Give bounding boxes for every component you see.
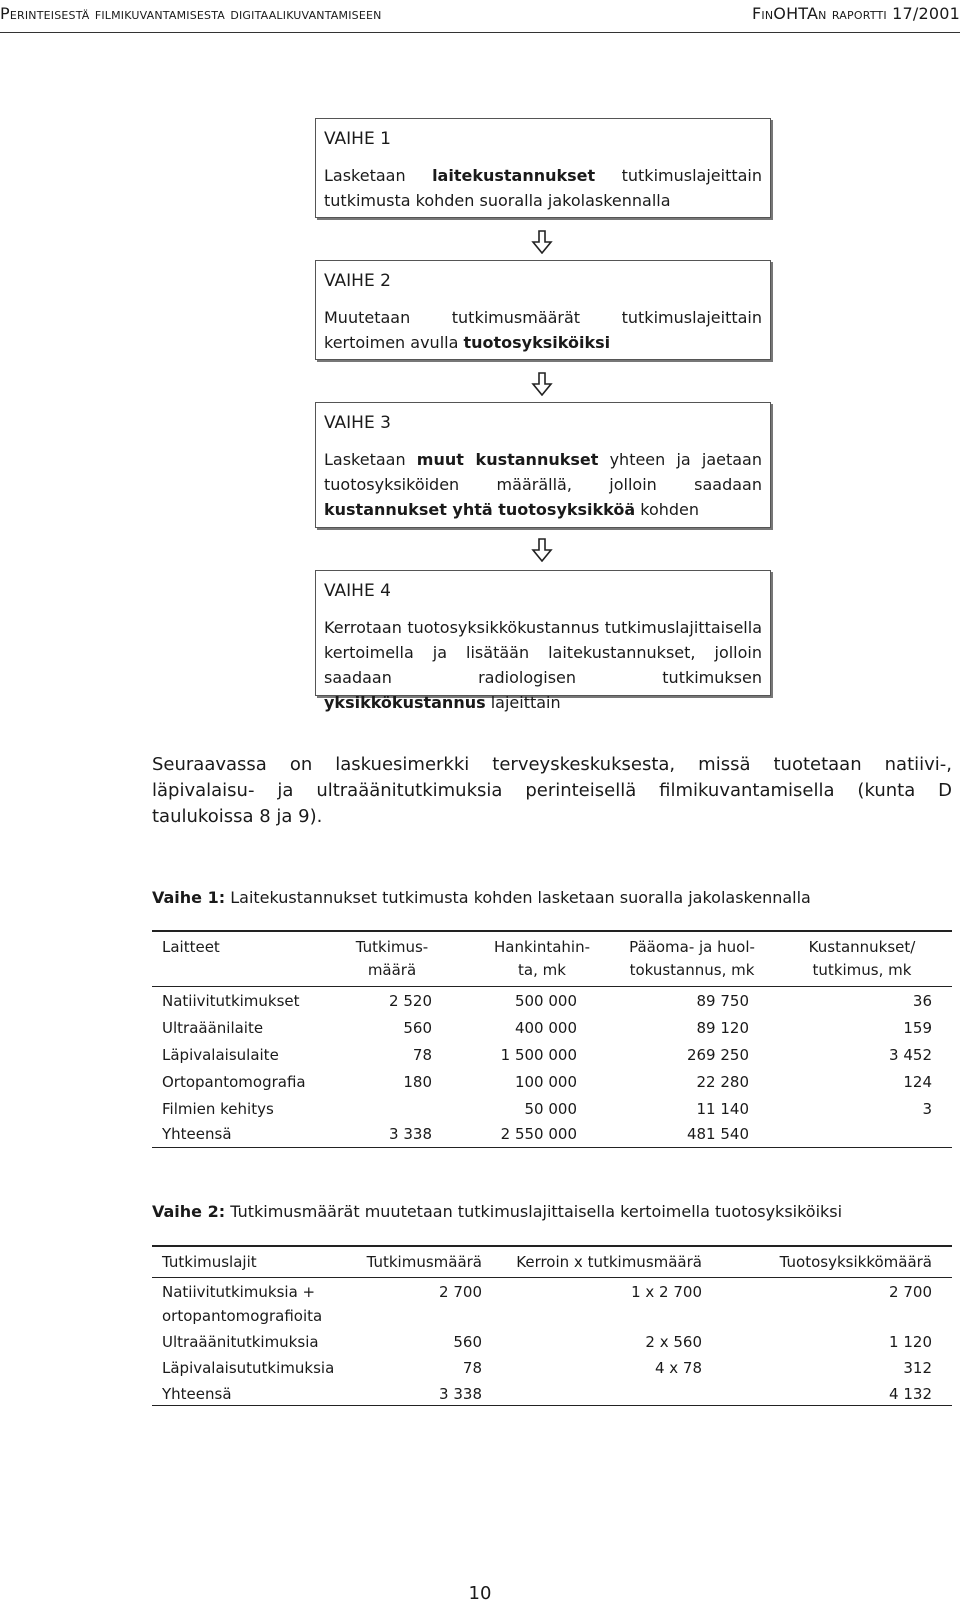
step-text (324, 305, 762, 355)
step-text-run: yhteen ja jaetaan tuotosyksiköiden määrällä, jolloin saadaan (324, 450, 763, 494)
row-label: Natiivitutkimukset (162, 992, 300, 1010)
page-number: 10 (468, 1583, 492, 1604)
step-label: VAIHE 3 (324, 413, 391, 433)
step-label: VAIHE 2 (324, 271, 391, 291)
row-value: 78 (412, 1046, 432, 1064)
table-top-rule (152, 930, 952, 932)
step-text (324, 615, 762, 715)
row-value: 560 (453, 1333, 482, 1351)
header-cell: Tutkimusmäärä (366, 1253, 482, 1271)
row-value: 89 120 (696, 1019, 749, 1037)
row-value: 100 000 (514, 1073, 577, 1091)
caption-bold: Vaihe 2: (152, 1202, 226, 1221)
step-text (324, 163, 762, 213)
header-cell: määrä (367, 961, 417, 979)
flow-box-step-1 (315, 118, 771, 218)
arrow-down-icon (531, 538, 553, 562)
flow-box-step-2 (315, 260, 771, 360)
step-text-bold: laitekustannukset (432, 166, 596, 185)
row-value: 36 (912, 992, 932, 1010)
header-cell: Kustannukset/ (808, 938, 916, 956)
row-value: 2 x 560 (645, 1333, 702, 1351)
step-text-bold: yksikkökustannus (324, 693, 486, 712)
header-cell: Tutkimus- (355, 938, 429, 956)
header-cell: tutkimus, mk (812, 961, 912, 979)
table-header-rule (152, 986, 952, 987)
row-value: 400 000 (514, 1019, 577, 1037)
row-value: 78 (462, 1359, 482, 1377)
row-value: 1 x 2 700 (631, 1283, 702, 1301)
header-report-id: FinOHTAn raportti 17/2001 (752, 4, 960, 23)
row-value: 4 x 78 (654, 1359, 702, 1377)
row-label: Läpivalaisulaite (162, 1046, 279, 1064)
table-top-rule (152, 1245, 952, 1247)
step-text (324, 447, 762, 522)
body-paragraph: Seuraavassa on laskuesimerkki terveyskeskuksesta, missä tuotetaan natiivi-, läpivalaisu- ja ultraäänitutkimuksia perinteisellä filmikuvantamisella (kunta D taulukoissa 8 ja 9). (152, 754, 952, 827)
row-value: 2 550 000 (500, 1125, 577, 1143)
row-label: Filmien kehitys (162, 1100, 274, 1118)
table1-caption (152, 888, 811, 907)
row-label: Yhteensä (162, 1385, 232, 1403)
row-label: Yhteensä (162, 1125, 232, 1143)
caption-text: Laitekustannukset tutkimusta kohden lasketaan suoralla jakolaskennalla (225, 888, 811, 907)
row-value: 1 120 (889, 1333, 932, 1351)
flow-box-step-3 (315, 402, 771, 528)
row-value: 50 000 (524, 1100, 577, 1118)
header-cell: Tuotosyksikkömäärä (779, 1253, 932, 1271)
row-value: 312 (903, 1359, 932, 1377)
row-value: 481 540 (686, 1125, 749, 1143)
table-equipment-costs (152, 930, 952, 1145)
table2-caption (152, 1202, 842, 1221)
step-text-bold: muut kustannukset (416, 450, 599, 469)
arrow-down-icon (531, 372, 553, 396)
row-value: 1 500 000 (500, 1046, 577, 1064)
row-label: Ultraäänitutkimuksia (162, 1333, 319, 1351)
row-value: 3 338 (389, 1125, 432, 1143)
row-value: 124 (903, 1073, 932, 1091)
header-title: Perinteisestä filmikuvantamisesta digitaalikuvantamiseen (0, 4, 382, 23)
header-cell: tokustannus, mk (629, 961, 755, 979)
step-text-run: Kerrotaan tuotosyksikkökustannus tutkimuslajittaisella kertoimella ja lisätään laitekustannukset, jolloin saadaan radiologisen tutkimuksen (324, 618, 762, 687)
row-value: 3 338 (439, 1385, 482, 1403)
row-value: 3 452 (889, 1046, 932, 1064)
step-text-run: lajeittain (485, 693, 561, 712)
caption-bold: Vaihe 1: (152, 888, 226, 907)
row-value: 11 140 (696, 1100, 749, 1118)
header-cell: Hankintahin- (493, 938, 590, 956)
flow-box-step-4 (315, 570, 771, 712)
table-bottom-rule (152, 1405, 952, 1406)
row-value: 2 700 (889, 1283, 932, 1301)
step-text-bold: tuotosyksiköiksi (463, 333, 611, 352)
row-label: Läpivalaisututkimuksia (162, 1359, 335, 1377)
row-value: 2 700 (439, 1283, 482, 1301)
row-value: 89 750 (696, 992, 749, 1010)
row-value: 2 520 (389, 992, 432, 1010)
step-text-run: Lasketaan (324, 450, 417, 469)
header-cell: Tutkimuslajit (162, 1253, 257, 1271)
running-header (0, 0, 960, 30)
step-label: VAIHE 4 (324, 581, 391, 601)
header-cell: Kerroin x tutkimusmäärä (516, 1253, 702, 1271)
row-value: 560 (403, 1019, 432, 1037)
arrow-down-icon (531, 230, 553, 254)
step-text-run: Lasketaan (324, 166, 433, 185)
row-value: 22 280 (696, 1073, 749, 1091)
table-header-rule (152, 1277, 952, 1278)
row-label: Ortopantomografia (162, 1073, 306, 1091)
step-text-run: Muutetaan tutkimusmäärät tutkimuslajeittain kertoimen avulla (324, 308, 762, 352)
header-rule (0, 32, 960, 33)
row-label: Natiivitutkimuksia + (162, 1283, 316, 1301)
row-value: 3 (922, 1100, 932, 1118)
header-cell: Pääoma- ja huol- (629, 938, 755, 956)
row-label-line2: ortopantomografioita (162, 1307, 323, 1325)
header-cell: ta, mk (518, 961, 566, 979)
step-text-bold: kustannukset yhtä tuotosyksikköä (324, 500, 636, 519)
step-text-run: kohden (635, 500, 700, 519)
row-value: 180 (403, 1073, 432, 1091)
row-value: 269 250 (686, 1046, 749, 1064)
header-cell: Laitteet (162, 938, 220, 956)
row-label: Ultraäänilaite (162, 1019, 264, 1037)
row-value: 500 000 (514, 992, 577, 1010)
caption-text: Tutkimusmäärät muutetaan tutkimuslajittaisella kertoimella tuotosyksiköiksi (225, 1202, 843, 1221)
row-value: 4 132 (889, 1385, 932, 1403)
row-value: 159 (903, 1019, 932, 1037)
table-bottom-rule (152, 1147, 952, 1148)
step-text-run: tutkimuslajeittain tutkimusta kohden suoralla jakolaskennalla (324, 166, 762, 210)
table-output-units (152, 1245, 952, 1405)
step-label: VAIHE 1 (324, 129, 391, 149)
